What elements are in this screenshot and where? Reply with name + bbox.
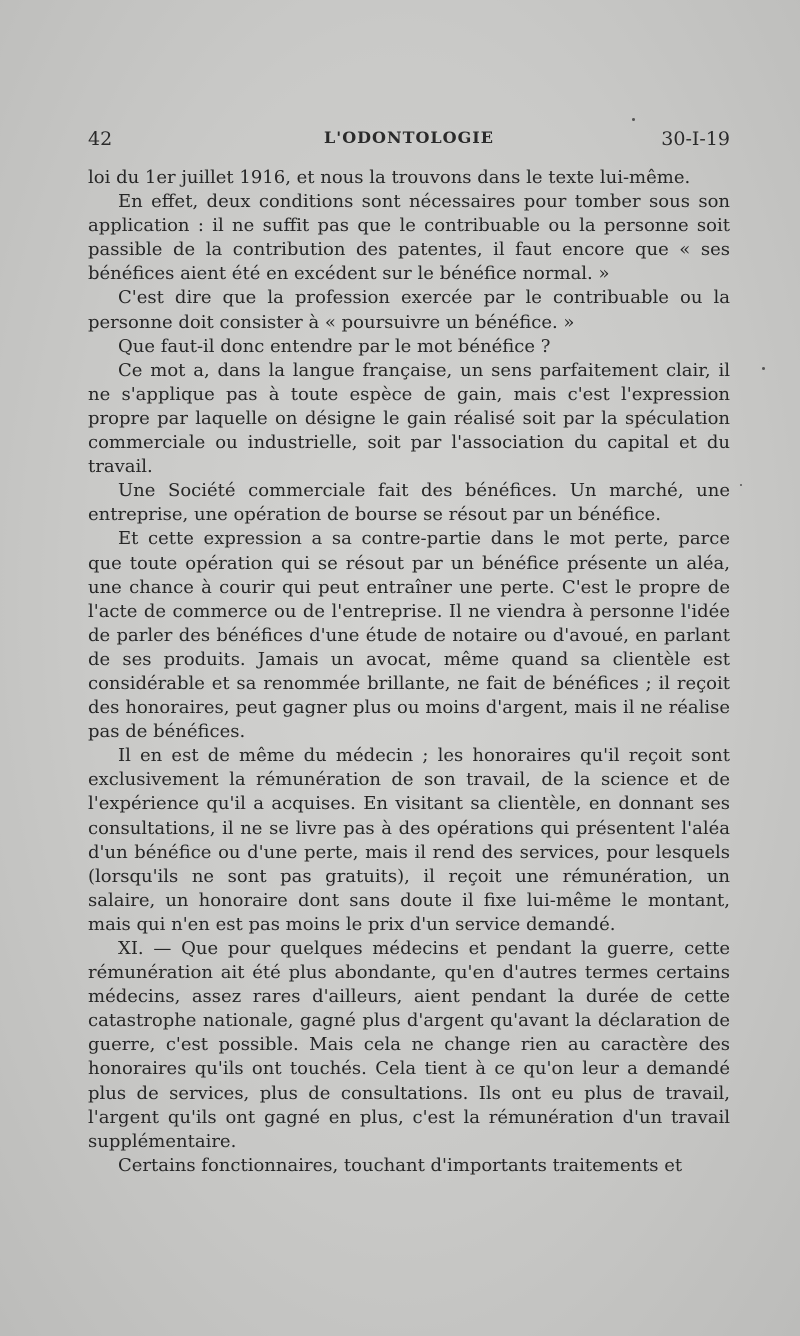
- paragraph: Et cette expression a sa contre-partie dans le mot perte, parce que toute opération qui se résout par un bénéfice présente un aléa, une chance à courir qui peut entraîner une perte. C'est le propre de l'acte de commerce ou de l'entreprise. Il ne viendra à personne l'idée de parler des bénéfices d'une étude de notaire ou d'avoué, en parlant de ses produits. Jamais un avocat, même quand sa clientèle est considérable et sa renommée brillante, ne fait de bénéfices ; il reçoit des honoraires, peut gagner plus ou moins d'argent, mais il ne réalise pas de bénéfices.: [88, 528, 730, 743]
- paragraph: Que faut-il donc entendre par le mot bénéfice ?: [118, 335, 551, 357]
- journal-title: L'ODONTOLOGIE: [324, 128, 494, 147]
- paragraph: Il en est de même du médecin ; les honoraires qu'il reçoit sont exclusivement la rémunération de son travail, de la science et de l'expérience qu'il a acquises. En visitant sa clientèle, en donnant ses consultations, il ne se livre pas à des opérations qui présentent l'aléa d'un bénéfice ou d'une perte, mais il rend des services, pour lesquels (lorsqu'ils ne sont pas gratuits), il reçoit une rémunération, un salaire, un honoraire dont sans doute il fixe lui-même le montant, mais qui n'en est pas moins le prix d'un service demandé.: [88, 745, 730, 935]
- paper-speck: [762, 367, 765, 370]
- article-body: [88, 166, 730, 1178]
- paper-speck: [740, 484, 742, 486]
- issue-date: 30-I-19: [661, 128, 730, 150]
- paragraph: En effet, deux conditions sont nécessaires pour tomber sous son application : il ne suffit pas que le contribuable ou la personne soit passible de la contribution des patentes, il faut encore que « ses bénéfices aient été en excédent sur le bénéfice normal. »: [88, 191, 730, 285]
- paper-speck: [632, 118, 635, 121]
- paragraph: Une Société commerciale fait des bénéfices. Un marché, une entreprise, une opération de bourse se résout par un bénéfice.: [88, 480, 730, 526]
- paragraph: C'est dire que la profession exercée par le contribuable ou la personne doit consister à « poursuivre un bénéfice. »: [88, 287, 730, 333]
- paragraph: XI. — Que pour quelques médecins et pendant la guerre, cette rémunération ait été plus abondante, qu'en d'autres termes certains médecins, assez rares d'ailleurs, aient pendant la durée de cette catastrophe nationale, gagné plus d'argent qu'avant la déclaration de guerre, c'est possible. Mais cela ne change rien au caractère des honoraires qu'ils ont touchés. Cela tient à ce qu'on leur a demandé plus de services, plus de consultations. Ils ont eu plus de travail, l'argent qu'ils ont gagné en plus, c'est la rémunération d'un travail supplémentaire.: [88, 938, 730, 1152]
- paragraph: Ce mot a, dans la langue française, un sens parfaitement clair, il ne s'applique pas à toute espèce de gain, mais c'est l'expression propre par laquelle on désigne le gain réalisé soit par la spéculation commerciale ou industrielle, soit par l'association du capital et du travail.: [88, 359, 730, 478]
- paragraph: loi du 1er juillet 1916, et nous la trouvons dans le texte lui-même.: [88, 167, 691, 188]
- page-number: 42: [88, 128, 113, 150]
- paragraph: Certains fonctionnaires, touchant d'importants traitements et: [118, 1154, 683, 1176]
- running-header: [88, 128, 730, 158]
